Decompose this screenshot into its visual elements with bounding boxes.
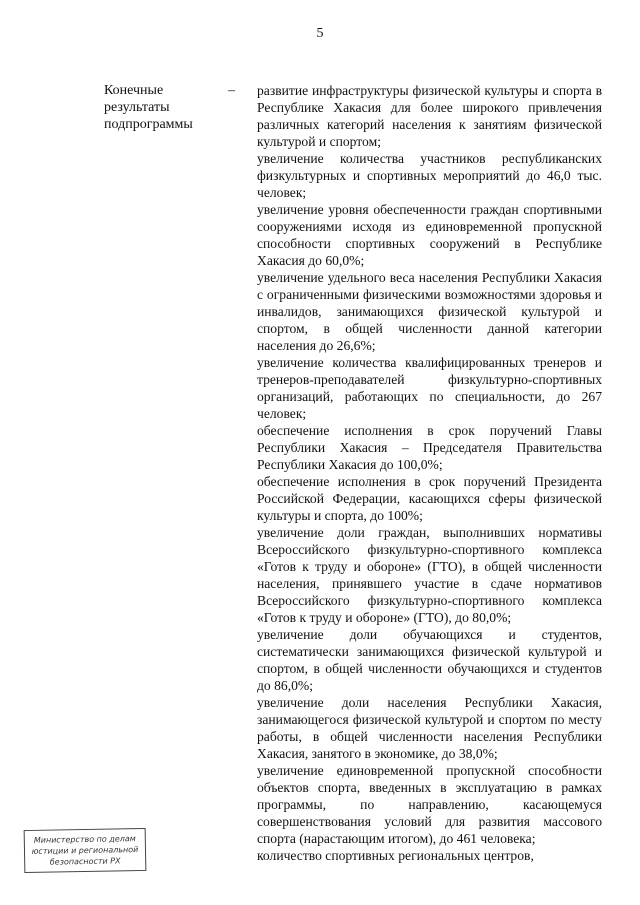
result-item: увеличение уровня обеспеченности граждан спортивными сооружениями исходя из единовременной пропускной способности спортивных сооружений в Республике Хакасия до 60,0%;: [257, 202, 602, 268]
stamp-line: юстиции и региональной: [31, 845, 139, 856]
result-item: развитие инфраструктуры физической культуры и спорта в Республике Хакасия для более широкого привлечения различных категорий населения к занятиям физической культурой и спортом;: [257, 83, 602, 149]
result-item: обеспечение исполнения в срок поручений Президента Российской Федерации, касающихся сферы физической культуры и спорта, до 100%;: [257, 474, 602, 523]
section-label-line: Конечные: [104, 83, 164, 98]
result-item: увеличение количества участников республиканских физкультурных и спортивных мероприятий до 46,0 тыс. человек;: [257, 151, 602, 200]
label-dash: –: [228, 83, 235, 98]
result-item: обеспечение исполнения в срок поручений Главы Республики Хакасия – Председателя Правительства Республики Хакасия до 100,0%;: [257, 423, 602, 472]
stamp-line: Министерство по делам: [33, 834, 136, 845]
ministry-stamp: [24, 828, 147, 873]
result-item: увеличение удельного веса населения Республики Хакасия с ограниченными физическими возможностями здоровья и инвалидов, занимающихся физической культурой и спортом, в общей численности данной категории населения до 26,6%;: [257, 270, 602, 353]
section-label-line: подпрограммы: [104, 117, 193, 132]
stamp-line: безопасности РХ: [49, 856, 121, 867]
result-item: увеличение доли обучающихся и студентов, систематически занимающихся физической культурой и спортом, в общей численности обучающихся и студентов до 86,0%;: [257, 627, 602, 693]
result-item: количество спортивных региональных центров,: [257, 848, 534, 863]
results-list: [257, 82, 602, 864]
section-label: [104, 82, 224, 133]
result-item: увеличение доли граждан, выполнивших нормативы Всероссийского физкультурно-спортивного комплекса «Готов к труду и обороне» (ГТО), в общей численности населения, принявшего участие в сдаче нормативов Всероссийского физкультурно-спортивного комплекса «Готов к труду и обороне» (ГТО), до 80,0%;: [257, 525, 602, 625]
result-item: увеличение количества квалифицированных тренеров и тренеров-преподавателей физкультурно-спортивных организаций, работающих по специальности, до 267 человек;: [257, 355, 602, 421]
page-number: 5: [316, 26, 324, 41]
result-item: увеличение единовременной пропускной способности объектов спорта, введенных в эксплуатацию в рамках программы, по направлению, касающемуся совершенствования условий для развития массового спорта (нарастающим итогом), до 461 человека;: [257, 763, 602, 846]
section-label-line: результаты: [104, 100, 170, 115]
result-item: увеличение доли населения Республики Хакасия, занимающегося физической культурой и спортом по месту работы, в общей численности населения Республики Хакасия, занятого в экономике, до 38,0%;: [257, 695, 602, 761]
